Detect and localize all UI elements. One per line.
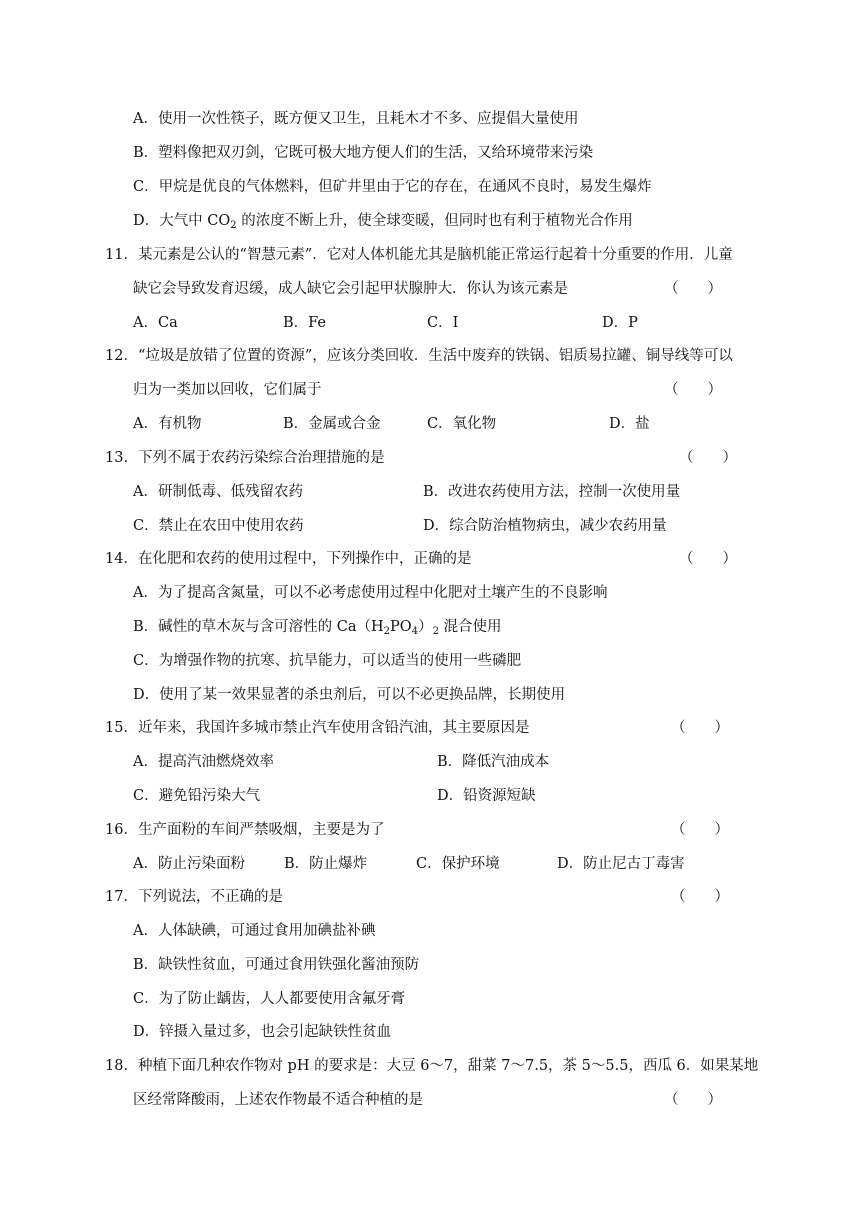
q11-stem-line2: 缺它会导致发育迟缓，成人缺它会引起甲状腺肿大．你认为该元素是 xyxy=(133,281,568,297)
q10-option-b: B．塑料像把双刃剑，它既可极大地方便人们的生活，又给环境带来污染 xyxy=(133,145,594,161)
q12-option-a: A．有机物 xyxy=(133,416,202,432)
q12-answer-bracket: （ ） xyxy=(664,382,722,398)
q14-option-c: C．为增强作物的抗寒、抗旱能力，可以适当的使用一些磷肥 xyxy=(133,653,522,669)
q11-option-d: D．P xyxy=(602,315,638,331)
q10-option-d-part2: 的浓度不断上升，使全球变暖，但同时也有利于植物光合作用 xyxy=(236,213,633,229)
q17-answer-bracket: （ ） xyxy=(671,889,729,905)
q14-stem: 14．在化肥和农药的使用过程中，下列操作中，正确的是 xyxy=(105,551,472,567)
q12-option-c: C．氧化物 xyxy=(427,416,497,432)
q16-option-c: C．保护环境 xyxy=(416,856,500,872)
q16-stem: 16．生产面粉的车间严禁吸烟，主要是为了 xyxy=(105,822,385,838)
q13-option-c: C．禁止在农田中使用农药 xyxy=(133,518,304,534)
q16-option-b: B．防止爆炸 xyxy=(284,856,368,872)
q11-option-b: B．Fe xyxy=(283,315,327,331)
q17-option-d: D．锌摄入量过多，也会引起缺铁性贫血 xyxy=(133,1024,392,1040)
q11-answer-bracket: （ ） xyxy=(664,281,722,297)
q10-option-d-part1: D．大气中 CO xyxy=(133,213,231,229)
q15-option-b: B．降低汽油成本 xyxy=(437,754,550,770)
q11-stem-line1: 11．某元素是公认的“智慧元素”．它对人体机能尤其是脑机能正常运行起着十分重要的作用．儿童 xyxy=(105,247,733,263)
q12-stem-line1: 12．“垃圾是放错了位置的资源”，应该分类回收．生活中废弃的铁锅、铝质易拉罐、铜导线等可以 xyxy=(105,348,733,364)
q13-option-d: D．综合防治植物病虫，减少农药用量 xyxy=(423,518,667,534)
q12-option-b: B．金属或合金 xyxy=(283,416,381,432)
q14-option-b-part4: 混合使用 xyxy=(438,619,502,635)
q14-option-a: A．为了提高含氮量，可以不必考虑使用过程中化肥对土壤产生的不良影响 xyxy=(133,585,608,601)
po4-subscript: 4 xyxy=(411,626,419,637)
q13-answer-bracket: （ ） xyxy=(679,450,737,466)
q17-option-b: B．缺铁性贫血，可通过食用铁强化酱油预防 xyxy=(133,957,420,973)
q11-option-c: C．I xyxy=(427,315,459,331)
q16-answer-bracket: （ ） xyxy=(671,822,729,838)
q15-stem: 15．近年来，我国许多城市禁止汽车使用含铅汽油，其主要原因是 xyxy=(105,720,530,736)
q13-option-a: A．研制低毒、低残留农药 xyxy=(133,484,303,500)
q17-option-a: A．人体缺碘，可通过食用加碘盐补碘 xyxy=(133,923,376,939)
q14-option-b xyxy=(133,617,502,637)
q12-option-d: D．盐 xyxy=(609,416,650,432)
q10-option-c: C．甲烷是优良的气体燃料，但矿井里由于它的存在，在通风不良时，易发生爆炸 xyxy=(133,179,652,195)
q18-stem-line2: 区经常降酸雨，上述农作物最不适合种植的是 xyxy=(133,1092,423,1108)
q14-answer-bracket: （ ） xyxy=(679,551,737,567)
q13-stem: 13．下列不属于农药污染综合治理措施的是 xyxy=(105,450,385,466)
q15-option-c: C．避免铅污染大气 xyxy=(133,788,261,804)
group-subscript: 2 xyxy=(432,626,439,637)
q18-answer-bracket: （ ） xyxy=(664,1092,722,1108)
q16-option-d: D．防止尼古丁毒害 xyxy=(557,856,685,872)
q14-option-b-part2: PO xyxy=(390,619,412,635)
q10-option-a: A．使用一次性筷子，既方便又卫生，且耗木才不多、应提倡大量使用 xyxy=(133,111,579,127)
q14-option-b-part1: B．碱性的草木灰与含可溶性的 Ca（H xyxy=(133,619,384,635)
q15-answer-bracket: （ ） xyxy=(671,720,729,736)
q14-option-b-part3: ） xyxy=(418,619,433,635)
q17-stem: 17．下列说法，不正确的是 xyxy=(105,889,283,905)
q12-stem-line2: 归为一类加以回收，它们属于 xyxy=(133,382,322,398)
h2-subscript: 2 xyxy=(383,626,391,637)
q17-option-c: C．为了防止龋齿，人人都要使用含氟牙膏 xyxy=(133,991,406,1007)
q13-option-b: B．改进农药使用方法，控制一次使用量 xyxy=(423,484,681,500)
q15-option-a: A．提高汽油燃烧效率 xyxy=(133,754,274,770)
q18-stem-line1: 18．种植下面几种农作物对 pH 的要求是：大豆 6～7，甜菜 7～7.5，茶 5～5.5，西瓜 6．如果某地 xyxy=(105,1058,759,1074)
q11-option-a: A．Ca xyxy=(133,315,178,331)
q15-option-d: D．铅资源短缺 xyxy=(437,788,536,804)
co2-subscript: 2 xyxy=(230,220,237,231)
q10-option-d xyxy=(133,211,633,231)
q16-option-a: A．防止污染面粉 xyxy=(133,856,245,872)
q14-option-d: D．使用了某一效果显著的杀虫剂后，可以不必更换品牌，长期使用 xyxy=(133,687,566,703)
